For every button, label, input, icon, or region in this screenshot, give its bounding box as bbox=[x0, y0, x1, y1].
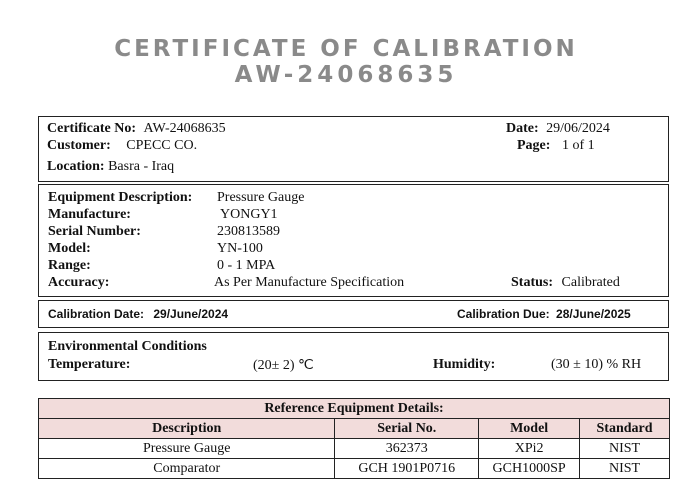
reference-table-title: Reference Equipment Details: bbox=[39, 399, 670, 419]
cell-model: XPi2 bbox=[479, 439, 580, 459]
cell-description: Comparator bbox=[39, 459, 335, 479]
humidity-value: (30 ± 10) % RH bbox=[551, 357, 642, 372]
cell-model: GCH1000SP bbox=[479, 459, 580, 479]
model-value: YN-100 bbox=[217, 241, 263, 256]
cell-standard: NIST bbox=[580, 439, 670, 459]
table-title-row bbox=[39, 399, 670, 419]
accuracy-label: Accuracy: bbox=[48, 275, 110, 290]
cell-serial: 362373 bbox=[335, 439, 479, 459]
customer-label: Customer: bbox=[47, 138, 111, 153]
serial-number-label: Serial Number: bbox=[48, 224, 141, 239]
date-row bbox=[506, 121, 610, 137]
column-header-serial: Serial No. bbox=[335, 419, 479, 439]
column-header-standard: Standard bbox=[580, 419, 670, 439]
equipment-box bbox=[38, 184, 669, 297]
certificate-number-title: AW-24068635 bbox=[234, 62, 458, 88]
status-row bbox=[511, 275, 620, 291]
certificate-info-box bbox=[38, 116, 669, 182]
certificate-title: CERTIFICATE OF CALIBRATION bbox=[114, 36, 578, 62]
calibration-date-label: Calibration Date: bbox=[48, 307, 145, 321]
calibration-due-row bbox=[457, 307, 631, 321]
environmental-box bbox=[38, 332, 669, 381]
manufacture-label: Manufacture: bbox=[48, 207, 131, 222]
range-value: 0 - 1 MPA bbox=[217, 258, 276, 273]
serial-number-value: 230813589 bbox=[217, 224, 280, 239]
manufacture-value: YONGY1 bbox=[220, 207, 278, 222]
certificate-no-label: Certificate No: bbox=[47, 121, 137, 136]
accuracy-value: As Per Manufacture Specification bbox=[214, 275, 405, 290]
humidity-label: Humidity: bbox=[433, 357, 496, 372]
calibration-due-value: 28/June/2025 bbox=[556, 307, 631, 321]
temperature-label: Temperature: bbox=[48, 357, 131, 372]
page-label: Page: bbox=[517, 138, 551, 153]
customer-value: CPECC CO. bbox=[126, 138, 198, 153]
cell-standard: NIST bbox=[580, 459, 670, 479]
table-row bbox=[39, 439, 670, 459]
temperature-value: (20± 2) ℃ bbox=[253, 358, 314, 373]
calibration-date-row bbox=[48, 307, 228, 321]
environmental-heading: Environmental Conditions bbox=[48, 339, 207, 354]
page-row bbox=[517, 138, 595, 154]
cell-description: Pressure Gauge bbox=[39, 439, 335, 459]
location-label: Location: bbox=[47, 159, 105, 174]
equipment-description-value: Pressure Gauge bbox=[217, 190, 305, 205]
status-value: Calibrated bbox=[561, 275, 620, 290]
certificate-no-value: AW-24068635 bbox=[143, 121, 226, 136]
location-row bbox=[47, 159, 174, 175]
page-value: 1 of 1 bbox=[561, 138, 595, 153]
calibration-due-label: Calibration Due: bbox=[457, 307, 550, 321]
range-label: Range: bbox=[48, 258, 91, 273]
date-value: 29/06/2024 bbox=[546, 121, 610, 136]
calibration-date-value: 29/June/2024 bbox=[153, 307, 229, 321]
calibration-dates-box bbox=[38, 300, 669, 328]
table-header-row bbox=[39, 419, 670, 439]
date-label: Date: bbox=[506, 121, 539, 136]
model-label: Model: bbox=[48, 241, 91, 256]
customer-row bbox=[47, 138, 197, 154]
reference-equipment-table bbox=[38, 398, 670, 479]
cell-serial: GCH 1901P0716 bbox=[335, 459, 479, 479]
certificate-no-row bbox=[47, 121, 226, 137]
status-label: Status: bbox=[511, 275, 554, 290]
table-row bbox=[39, 459, 670, 479]
location-value: Basra - Iraq bbox=[108, 159, 175, 174]
column-header-description: Description bbox=[39, 419, 335, 439]
column-header-model: Model bbox=[479, 419, 580, 439]
equipment-description-label: Equipment Description: bbox=[48, 190, 193, 205]
